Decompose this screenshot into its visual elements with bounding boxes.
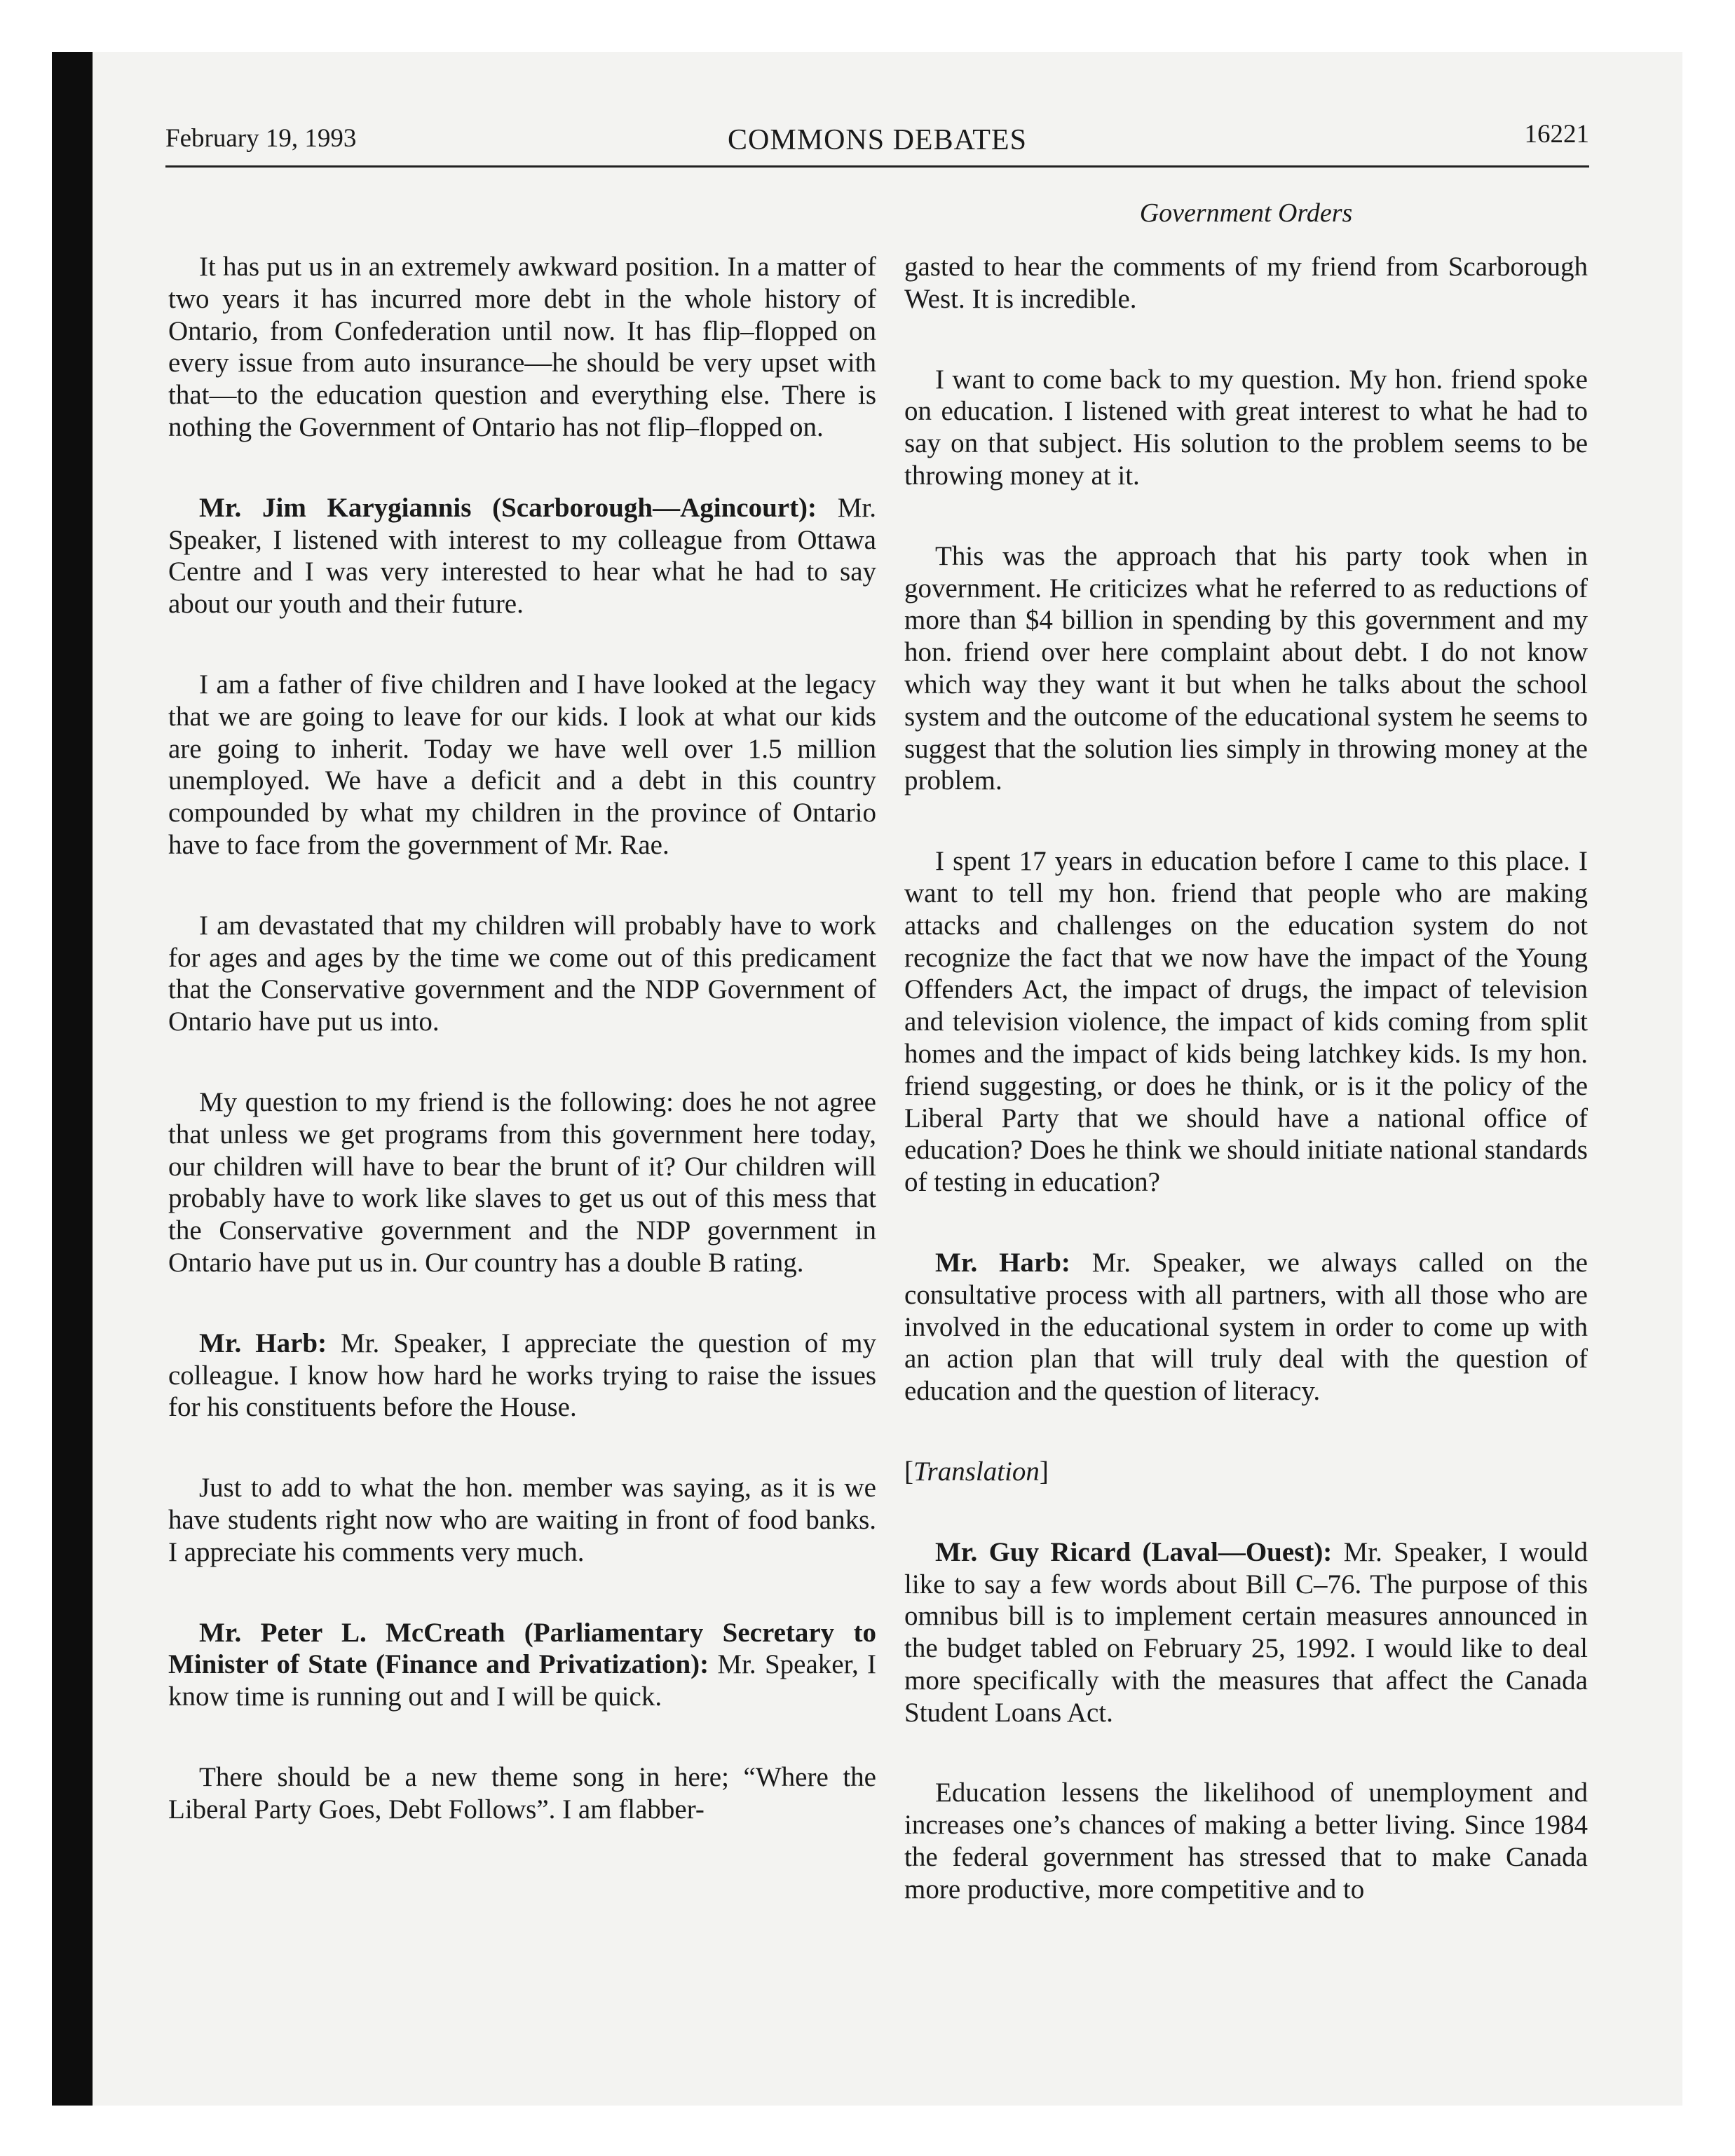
translation-marker — [904, 1456, 1588, 1488]
paragraph: My question to my friend is the following: does he not agree that unless we get programs from this government here today, our children will have to bear the brunt of it? Our children will probably have to work like slaves to get us out of this mess that the Conservative government and the NDP government in Ontario have put us in. Our country has a double B rating. — [168, 1086, 876, 1278]
speaker-name: Mr. Harb: — [199, 1328, 327, 1358]
speech-text: Mr. Speaker, I know time is running out and I will be quick. — [168, 1649, 876, 1712]
speaker-name: Mr. Peter L. McCreath (Parliamentary Secretary to Minister of State (Finance and Privatization): — [168, 1617, 876, 1680]
speech-paragraph — [168, 1328, 876, 1424]
speech-paragraph — [168, 1617, 876, 1713]
right-column — [904, 251, 1588, 1906]
paragraph: Just to add to what the hon. member was saying, as it is we have students right now who are waiting in front of food banks. I appreciate his comments very much. — [168, 1473, 876, 1567]
paragraph: I am devastated that my children will probably have to work for ages and ages by the time we come out of this predicament that the Conservative government and the NDP Government of Ontario have put us into. — [168, 910, 876, 1037]
bracket-close: ] — [1039, 1456, 1049, 1487]
paragraph: I am a father of five children and I have looked at the legacy that we are going to leave for our kids. I look at what our kids are going to inherit. Today we have well over 1.5 million unemployed. We have a deficit and a debt in this country compounded by what my children in the province of Ontario have to face from the government of Mr. Rae. — [168, 669, 876, 860]
speech-paragraph — [904, 1247, 1588, 1407]
paragraph: It has put us in an extremely awkward position. In a matter of two years it has incurred more debt in the whole history of Ontario, from Confederation until now. It has flip–flopped on every issue from auto insurance—he should be very upset with that—to the education question and everything else. There is nothing the Government of Ontario has not flip–flopped on. — [168, 252, 876, 442]
translation-label: Translation — [913, 1456, 1040, 1487]
paragraph: I spent 17 years in education before I came to this place. I want to tell my hon. friend that people who are making attacks and challenges on the education system do not recognize the fact that we now have the impact of the Young Offenders Act, the impact of drugs, the impact of television and television violence, the impact of kids coming from split homes and the impact of kids being latchkey kids. Is my hon. friend suggesting, or does he think, or is it the policy of the Liberal Party that we should have a national office of education? Does he think we should initiate national standards of testing in education? — [904, 846, 1588, 1198]
paragraph: I want to come back to my question. My hon. friend spoke on education. I listened with great interest to what he had to say on that subject. His solution to the problem seems to be throwing money at it. — [904, 364, 1588, 491]
speech-text: Mr. Speaker, I listened with interest to my colleague from Ottawa Centre and I was very interested to hear what he had to say about our youth and their future. — [168, 492, 876, 620]
speech-paragraph — [904, 1536, 1588, 1729]
binding-shadow — [52, 52, 93, 2106]
header-page-number: 16221 — [1524, 120, 1589, 149]
speech-paragraph — [168, 492, 876, 620]
speaker-name: Mr. Harb: — [935, 1247, 1070, 1278]
speaker-name: Mr. Guy Ricard (Laval—Ouest): — [935, 1536, 1333, 1567]
section-label: Government Orders — [1139, 198, 1353, 228]
paragraph: Education lessens the likelihood of unemployment and increases one’s chances of making a better living. Since 1984 the federal government has stressed that to make Canada more productive, more competitive and to — [904, 1778, 1588, 1904]
running-header — [165, 119, 1589, 168]
speaker-name: Mr. Jim Karygiannis (Scarborough—Agincourt): — [199, 492, 817, 523]
speech-text: Mr. Speaker, I would like to say a few words about Bill C–76. The purpose of this omnibus bill is to implement certain measures announced in the budget tabled on February 25, 1992. I would like to deal more specifically with the measures that affect the Canada Student Loans Act. — [904, 1536, 1588, 1728]
header-title: COMMONS DEBATES — [728, 124, 1027, 156]
bracket-open: [ — [904, 1456, 913, 1487]
paragraph-continued: gasted to hear the comments of my friend from Scarborough West. It is incredible. — [904, 252, 1588, 314]
speech-text: Mr. Speaker, I appreciate the question of my colleague. I know how hard he works trying to raise the issues for his constituents before the House. — [168, 1328, 876, 1423]
speech-text: Mr. Speaker, we always called on the consultative process with all partners, with all those who are involved in the educational system in order to come up with an action plan that will truly deal with the question of education and the question of literacy. — [904, 1247, 1588, 1407]
paragraph: This was the approach that his party took when in government. He criticizes what he referred to as reductions of more than $4 billion in spending by this government and my hon. friend over here complaint about debt. I do not know which way they want it but when he talks about the school system and the outcome of the educational system he seems to suggest that the solution lies simply in throwing money at the problem. — [904, 540, 1588, 796]
left-column — [168, 251, 876, 1825]
paragraph: There should be a new theme song in here; “Where the Liberal Party Goes, Debt Follows”. I am flabber- — [168, 1761, 876, 1824]
header-date: February 19, 1993 — [165, 124, 357, 153]
